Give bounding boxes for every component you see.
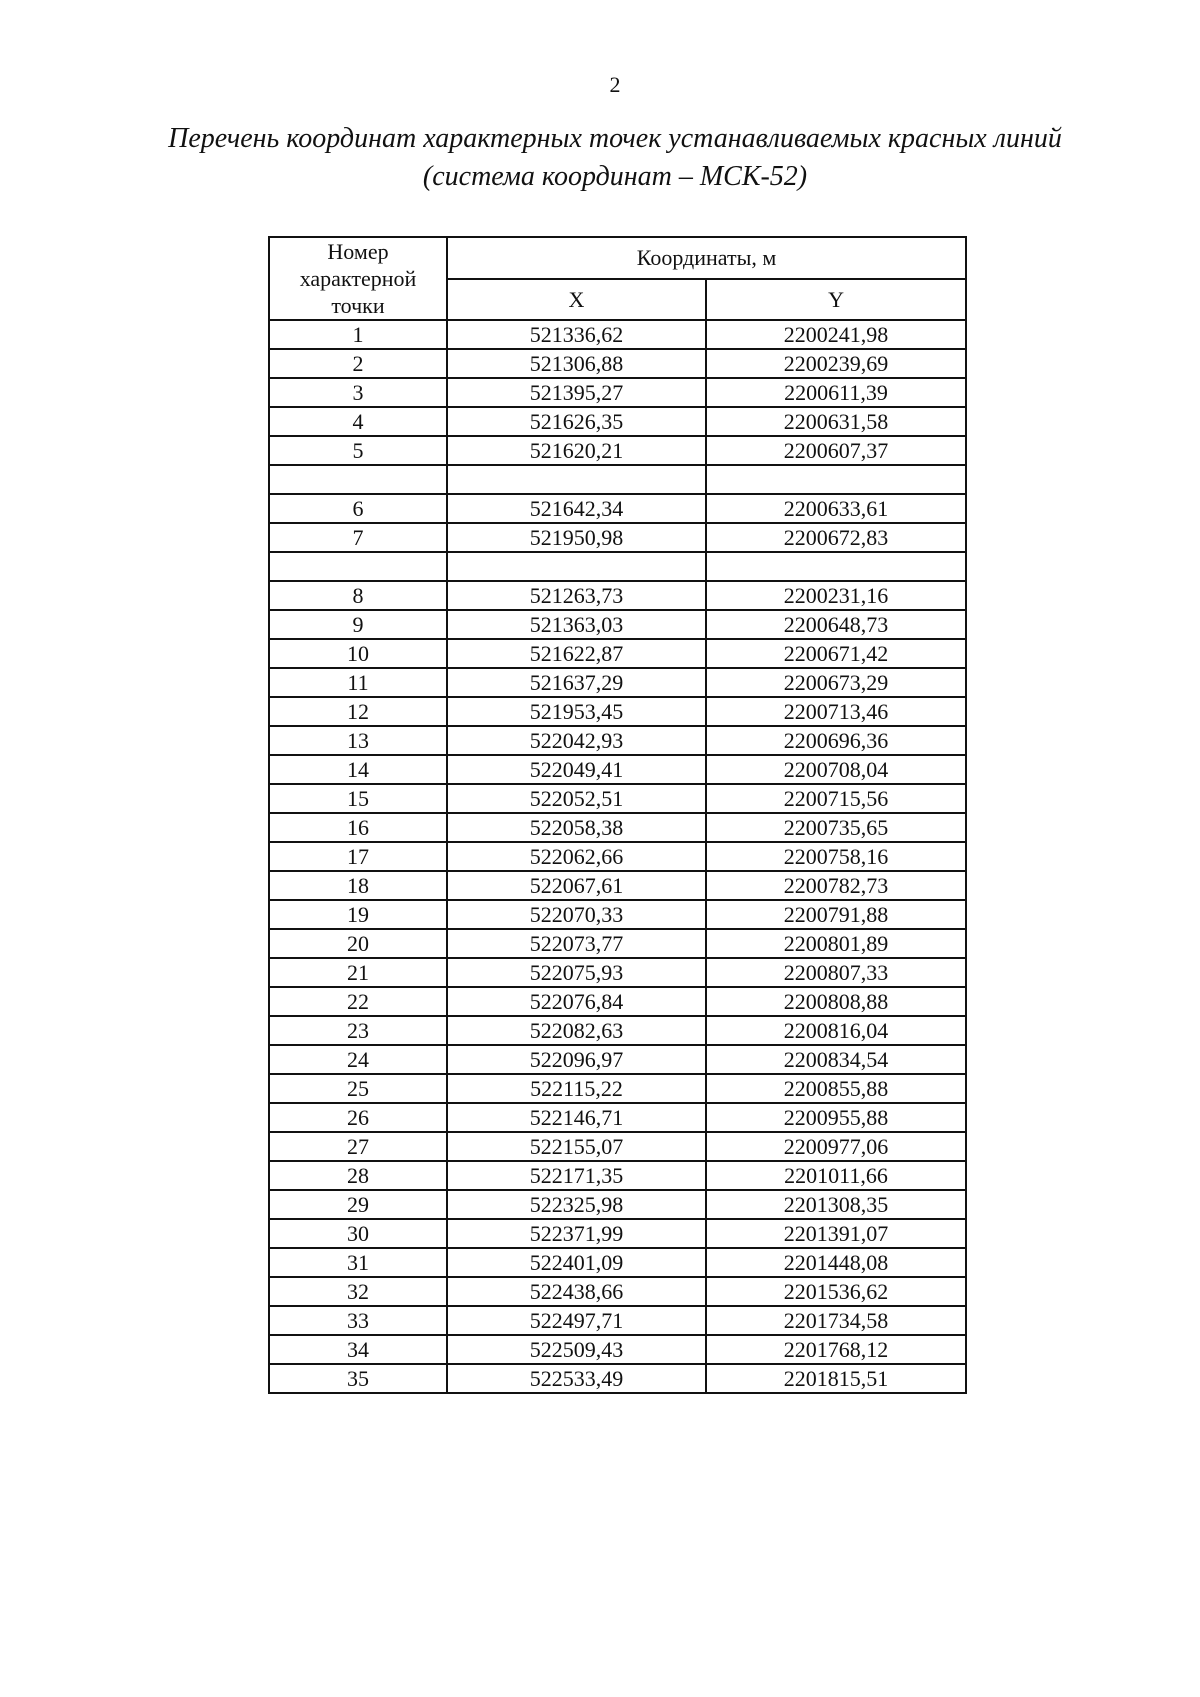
x-coordinate-cell: 522070,33 — [447, 900, 706, 929]
header-point-number-line-2: характерной — [299, 266, 417, 291]
x-coordinate-cell: 522509,43 — [447, 1335, 706, 1364]
x-coordinate-cell: 522155,07 — [447, 1132, 706, 1161]
table-row — [269, 1190, 966, 1219]
point-number-cell: 19 — [269, 900, 447, 929]
point-number-cell: 34 — [269, 1335, 447, 1364]
header-point-number — [269, 237, 447, 320]
x-coordinate-cell: 522067,61 — [447, 871, 706, 900]
table-row — [269, 1132, 966, 1161]
table-row — [269, 929, 966, 958]
table-row — [269, 407, 966, 436]
table-row — [269, 1074, 966, 1103]
table-row — [269, 842, 966, 871]
point-number-cell: 35 — [269, 1364, 447, 1393]
x-coordinate-cell: 521642,34 — [447, 494, 706, 523]
point-number-cell: 3 — [269, 378, 447, 407]
table-row — [269, 784, 966, 813]
y-coordinate-cell: 2200241,98 — [706, 320, 966, 349]
point-number-cell: 25 — [269, 1074, 447, 1103]
y-coordinate-cell: 2201448,08 — [706, 1248, 966, 1277]
table-row — [269, 813, 966, 842]
x-coordinate-cell: 521363,03 — [447, 610, 706, 639]
point-number-cell: 28 — [269, 1161, 447, 1190]
y-coordinate-cell: 2201815,51 — [706, 1364, 966, 1393]
coordinates-table-body — [269, 320, 966, 1393]
table-row — [269, 581, 966, 610]
x-coordinate-cell: 522082,63 — [447, 1016, 706, 1045]
y-coordinate-cell: 2200648,73 — [706, 610, 966, 639]
x-coordinate-cell: 522171,35 — [447, 1161, 706, 1190]
x-coordinate-cell: 522497,71 — [447, 1306, 706, 1335]
point-number-cell: 33 — [269, 1306, 447, 1335]
table-row — [269, 1161, 966, 1190]
y-coordinate-cell: 2200758,16 — [706, 842, 966, 871]
document-title-line-1: Перечень координат характерных точек устанавливаемых красных линий — [168, 123, 1062, 154]
y-coordinate-cell: 2200977,06 — [706, 1132, 966, 1161]
table-row — [269, 1103, 966, 1132]
x-coordinate-cell: 522052,51 — [447, 784, 706, 813]
y-coordinate-cell: 2200735,65 — [706, 813, 966, 842]
coordinates-table-header — [269, 237, 966, 320]
point-number-cell: 7 — [269, 523, 447, 552]
y-coordinate-cell: 2200816,04 — [706, 1016, 966, 1045]
point-number-cell: 16 — [269, 813, 447, 842]
y-coordinate-cell: 2200672,83 — [706, 523, 966, 552]
table-row — [269, 378, 966, 407]
header-coordinates: Координаты, м — [447, 237, 966, 279]
point-number-cell: 23 — [269, 1016, 447, 1045]
table-row — [269, 726, 966, 755]
y-coordinate-cell: 2200713,46 — [706, 697, 966, 726]
x-coordinate-cell: 522062,66 — [447, 842, 706, 871]
point-number-cell: 17 — [269, 842, 447, 871]
x-coordinate-cell — [447, 465, 706, 494]
header-x: X — [447, 279, 706, 321]
y-coordinate-cell: 2200801,89 — [706, 929, 966, 958]
y-coordinate-cell: 2200696,36 — [706, 726, 966, 755]
point-number-cell: 15 — [269, 784, 447, 813]
point-number-cell — [269, 552, 447, 581]
y-coordinate-cell: 2200782,73 — [706, 871, 966, 900]
table-row — [269, 958, 966, 987]
y-coordinate-cell: 2200633,61 — [706, 494, 966, 523]
point-number-cell: 11 — [269, 668, 447, 697]
x-coordinate-cell: 521306,88 — [447, 349, 706, 378]
table-row — [269, 610, 966, 639]
point-number-cell: 21 — [269, 958, 447, 987]
x-coordinate-cell: 522371,99 — [447, 1219, 706, 1248]
point-number-cell: 22 — [269, 987, 447, 1016]
x-coordinate-cell: 521336,62 — [447, 320, 706, 349]
y-coordinate-cell: 2201391,07 — [706, 1219, 966, 1248]
table-row — [269, 320, 966, 349]
x-coordinate-cell: 522115,22 — [447, 1074, 706, 1103]
x-coordinate-cell: 521620,21 — [447, 436, 706, 465]
x-coordinate-cell: 522075,93 — [447, 958, 706, 987]
y-coordinate-cell: 2201308,35 — [706, 1190, 966, 1219]
y-coordinate-cell: 2200808,88 — [706, 987, 966, 1016]
y-coordinate-cell: 2200239,69 — [706, 349, 966, 378]
x-coordinate-cell: 521637,29 — [447, 668, 706, 697]
coordinates-table — [268, 236, 967, 1394]
point-number-cell: 12 — [269, 697, 447, 726]
y-coordinate-cell: 2200673,29 — [706, 668, 966, 697]
table-row — [269, 1045, 966, 1074]
header-point-number-line-3: точки — [331, 293, 385, 318]
y-coordinate-cell: 2200855,88 — [706, 1074, 966, 1103]
x-coordinate-cell: 522076,84 — [447, 987, 706, 1016]
x-coordinate-cell: 522325,98 — [447, 1190, 706, 1219]
table-row — [269, 523, 966, 552]
point-number-cell: 9 — [269, 610, 447, 639]
table-row — [269, 1016, 966, 1045]
x-coordinate-cell: 522042,93 — [447, 726, 706, 755]
table-row — [269, 639, 966, 668]
header-y: Y — [706, 279, 966, 321]
x-coordinate-cell: 522058,38 — [447, 813, 706, 842]
point-number-cell: 20 — [269, 929, 447, 958]
table-row — [269, 436, 966, 465]
table-row — [269, 1277, 966, 1306]
x-coordinate-cell: 521622,87 — [447, 639, 706, 668]
x-coordinate-cell: 521950,98 — [447, 523, 706, 552]
point-number-cell — [269, 465, 447, 494]
y-coordinate-cell: 2200231,16 — [706, 581, 966, 610]
table-row — [269, 1335, 966, 1364]
table-row — [269, 987, 966, 1016]
table-row — [269, 1364, 966, 1393]
x-coordinate-cell: 522073,77 — [447, 929, 706, 958]
table-row — [269, 349, 966, 378]
table-row — [269, 1306, 966, 1335]
point-number-cell: 4 — [269, 407, 447, 436]
point-number-cell: 8 — [269, 581, 447, 610]
point-number-cell: 29 — [269, 1190, 447, 1219]
table-row — [269, 552, 966, 581]
y-coordinate-cell — [706, 465, 966, 494]
table-row — [269, 755, 966, 784]
y-coordinate-cell: 2200955,88 — [706, 1103, 966, 1132]
point-number-cell: 13 — [269, 726, 447, 755]
table-row — [269, 1219, 966, 1248]
x-coordinate-cell: 522401,09 — [447, 1248, 706, 1277]
point-number-cell: 30 — [269, 1219, 447, 1248]
table-row — [269, 465, 966, 494]
point-number-cell: 1 — [269, 320, 447, 349]
x-coordinate-cell: 522096,97 — [447, 1045, 706, 1074]
point-number-cell: 10 — [269, 639, 447, 668]
x-coordinate-cell: 522146,71 — [447, 1103, 706, 1132]
x-coordinate-cell: 522533,49 — [447, 1364, 706, 1393]
table-row — [269, 697, 966, 726]
point-number-cell: 26 — [269, 1103, 447, 1132]
point-number-cell: 32 — [269, 1277, 447, 1306]
document-title-line-2: (система координат – МСК-52) — [422, 161, 808, 192]
y-coordinate-cell — [706, 552, 966, 581]
table-row — [269, 1248, 966, 1277]
point-number-cell: 5 — [269, 436, 447, 465]
document-title — [100, 120, 1130, 196]
y-coordinate-cell: 2200708,04 — [706, 755, 966, 784]
x-coordinate-cell: 521953,45 — [447, 697, 706, 726]
y-coordinate-cell: 2201734,58 — [706, 1306, 966, 1335]
x-coordinate-cell: 522049,41 — [447, 755, 706, 784]
point-number-cell: 27 — [269, 1132, 447, 1161]
point-number-cell: 6 — [269, 494, 447, 523]
y-coordinate-cell: 2200631,58 — [706, 407, 966, 436]
y-coordinate-cell: 2200807,33 — [706, 958, 966, 987]
page-number: 2 — [609, 72, 621, 97]
y-coordinate-cell: 2201768,12 — [706, 1335, 966, 1364]
x-coordinate-cell: 521263,73 — [447, 581, 706, 610]
y-coordinate-cell: 2200607,37 — [706, 436, 966, 465]
y-coordinate-cell: 2200834,54 — [706, 1045, 966, 1074]
y-coordinate-cell: 2200671,42 — [706, 639, 966, 668]
point-number-cell: 18 — [269, 871, 447, 900]
point-number-cell: 24 — [269, 1045, 447, 1074]
x-coordinate-cell: 521626,35 — [447, 407, 706, 436]
point-number-cell: 14 — [269, 755, 447, 784]
table-row — [269, 494, 966, 523]
y-coordinate-cell: 2201536,62 — [706, 1277, 966, 1306]
y-coordinate-cell: 2201011,66 — [706, 1161, 966, 1190]
x-coordinate-cell: 522438,66 — [447, 1277, 706, 1306]
point-number-cell: 2 — [269, 349, 447, 378]
point-number-cell: 31 — [269, 1248, 447, 1277]
table-row — [269, 900, 966, 929]
table-row — [269, 668, 966, 697]
table-row — [269, 871, 966, 900]
y-coordinate-cell: 2200611,39 — [706, 378, 966, 407]
y-coordinate-cell: 2200715,56 — [706, 784, 966, 813]
x-coordinate-cell — [447, 552, 706, 581]
x-coordinate-cell: 521395,27 — [447, 378, 706, 407]
y-coordinate-cell: 2200791,88 — [706, 900, 966, 929]
header-point-number-line-1: Номер — [327, 239, 389, 264]
